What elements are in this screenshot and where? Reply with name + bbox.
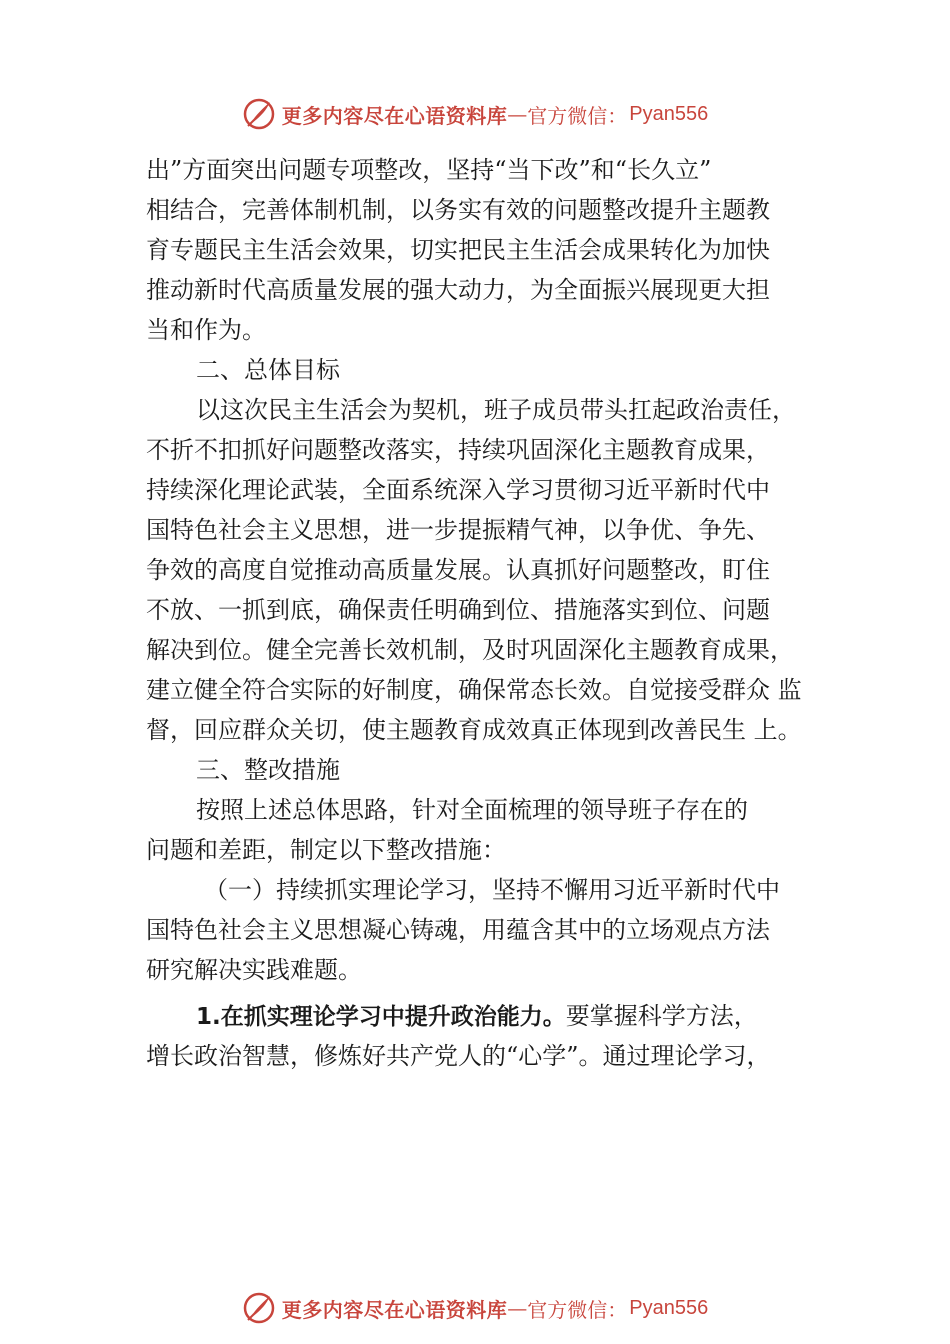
text-line: 建立健全符合实际的好制度，确保常态长效。自觉接受群众 监 — [146, 676, 802, 704]
banner-dash: — — [507, 102, 528, 126]
bold-lead-text: 1.在抓实理论学习中提升政治能力。 — [196, 1004, 566, 1030]
text-line: 增长政治智慧，修炼好共产党人的“心学”。通过理论学习， — [146, 1042, 771, 1070]
banner-wechat-id: Pyan556 — [629, 102, 709, 125]
paragraph-1 — [146, 150, 836, 350]
text-line: 以这次民主生活会为契机，班子成员带头扛起政治责任， — [196, 396, 796, 424]
text-line: 持续深化理论武装，全面系统深入学习贯彻习近平新时代中 — [146, 476, 770, 504]
banner-title: 更多内容尽在心语资料库 — [281, 103, 508, 128]
feather-pen-logo-icon — [242, 1291, 276, 1325]
text-line: 不放、一抓到底，确保责任明确到位、措施落实到位、问题 — [146, 596, 770, 624]
document-body — [146, 150, 836, 1076]
footer-banner — [0, 1288, 950, 1328]
banner-wechat-label: 官方微信： — [527, 1297, 628, 1322]
text-line: 国特色社会主义思想，进一步提振精气神，以争优、争先、 — [146, 516, 770, 544]
text-line: 国特色社会主义思想凝心铸魂，用蕴含其中的立场观点方法 — [146, 916, 770, 944]
text-line: 问题和差距，制定以下整改措施： — [146, 836, 506, 864]
text-line — [146, 996, 836, 1036]
banner-title: 更多内容尽在心语资料库 — [281, 1297, 508, 1322]
banner-dash: — — [507, 1296, 528, 1320]
text-line: 督，回应群众关切，使主题教育成效真正体现到改善民生 上。 — [146, 716, 802, 744]
text-line: 研究解决实践难题。 — [146, 956, 362, 984]
banner-wechat-id: Pyan556 — [629, 1296, 709, 1319]
text-line: 解决到位。健全完善长效机制，及时巩固深化主题教育成果， — [146, 636, 794, 664]
text-line: 当和作为。 — [146, 316, 266, 344]
text-line: 出”方面突出问题专项整改，坚持“当下改”和“长久立” — [146, 156, 712, 184]
text-line: 按照上述总体思路，针对全面梳理的领导班子存在的 — [196, 796, 748, 824]
paragraph-3 — [146, 790, 836, 870]
header-banner — [0, 94, 950, 134]
paragraph-4 — [146, 870, 836, 990]
paragraph-2 — [146, 390, 836, 750]
section-heading-3: 三、整改措施 — [196, 756, 340, 784]
text-line: 争效的高度自觉推动高质量发展。认真抓好问题整改，盯住 — [146, 556, 770, 584]
text-line: 不折不扣抓好问题整改落实，持续巩固深化主题教育成果， — [146, 436, 770, 464]
feather-pen-logo-icon — [242, 97, 276, 131]
lead-rest-text: 要掌握科学方法， — [565, 1002, 758, 1030]
text-line: （一）持续抓实理论学习，坚持不懈用习近平新时代中 — [204, 876, 780, 904]
paragraph-5 — [146, 996, 836, 1076]
text-line: 相结合，完善体制机制，以务实有效的问题整改提升主题教 — [146, 196, 770, 224]
text-line: 推动新时代高质量发展的强大动力，为全面振兴展现更大担 — [146, 276, 770, 304]
banner-wechat-label: 官方微信： — [527, 103, 628, 128]
section-heading-2: 二、总体目标 — [196, 356, 340, 384]
text-line: 育专题民主生活会效果，切实把民主生活会成果转化为加快 — [146, 236, 770, 264]
